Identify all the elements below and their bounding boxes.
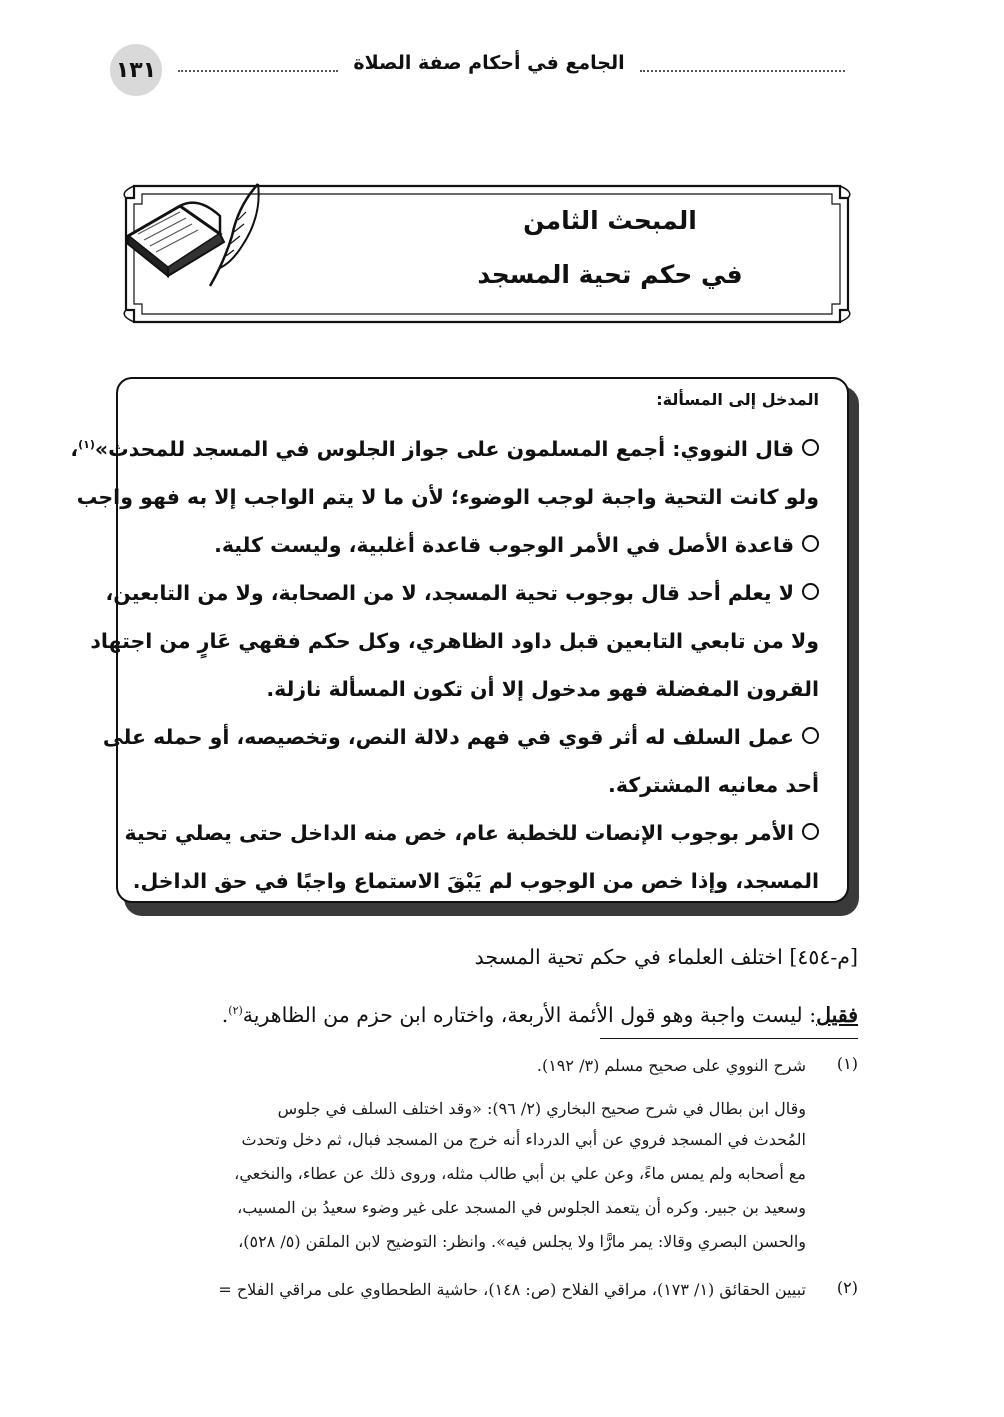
body-paragraph-issue: [م-٤٥٤] اختلف العلماء في حكم تحية المسجد (474, 945, 858, 969)
body-paragraph-first-opinion: فقيل: ليست واجبة وهو قول الأئمة الأربعة، واختاره ابن حزم من الظاهرية$^{(٢)}$. (221, 1002, 858, 1027)
intro-line: الأمر بوجوب الإنصات للخطبة عام، خص منه الداخل حتى يصلي تحية (130, 809, 819, 857)
intro-box (70, 377, 849, 903)
chapter-title: المبحث الثامن (523, 206, 697, 235)
footnote-text: مع أصحابه ولم يمس ماءً، وعن علي بن أبي طالب مثله، وروى ذلك عن عطاء، والنخعي، (234, 1164, 806, 1183)
footnote-text: تبيين الحقائق (١/ ١٧٣)، مراقي الفلاح (ص: ١٤٨)، حاشية الطحطاوي على مراقي الفلاح = (218, 1280, 806, 1299)
footnote-text: وسعيد بن جبير. وكره أن يتعمد الجلوس في المسجد على غير وضوء سعيدُ بن المسيب، (237, 1198, 806, 1217)
bullet-icon (802, 535, 819, 552)
book-title: الجامع في أحكام صفة الصلاة (353, 52, 625, 74)
footnote-text: والحسن البصري وقالا: يمر مارًّا ولا يجلس فيه». وانظر: التوضيح لابن الملقن (٥/ ٥٢٨)، (238, 1232, 806, 1251)
intro-heading: المدخل إلى المسألة: (656, 390, 819, 409)
footnote-text: شرح النووي على صحيح مسلم (٣/ ١٩٢). (536, 1056, 806, 1075)
footnote-separator (600, 1038, 858, 1039)
footnote-number: (٢) (836, 1278, 858, 1297)
intro-line: قاعدة الأصل في الأمر الوجوب قاعدة أغلبية، وليست كلية. (130, 521, 819, 569)
intro-line: ولا من تابعي التابعين قبل داود الظاهري، وكل حكم فقهي عَارٍ من اجتهاد (90, 628, 819, 653)
chapter-title-frame (120, 176, 854, 332)
intro-line: لا يعلم أحد قال بوجوب تحية المسجد، لا من الصحابة، ولا من التابعين، (130, 569, 819, 617)
book-and-quill-icon (120, 176, 270, 296)
header-dotted-leader-left (178, 58, 338, 72)
intro-line: عمل السلف له أثر قوي في فهم دلالة النص، وتخصيصه، أو حمله على (130, 713, 819, 761)
bullet-icon (802, 727, 819, 744)
bullet-icon (802, 823, 819, 840)
footnote-number: (١) (836, 1054, 858, 1073)
intro-line: قال النووي: أجمع المسلمون على جواز الجلوس في المسجد للمحدث»$^{(١)}$، (130, 421, 819, 473)
intro-line: المسجد، وإذا خص من الوجوب لم يَبْقَ الاستماع واجبًا في حق الداخل. (132, 868, 819, 893)
footnote-text: المُحدث في المسجد فروي عن أبي الدرداء أنه خرج من المسجد فبال، ثم دخل وتحدث (241, 1130, 806, 1149)
chapter-subtitle: في حكم تحية المسجد (477, 260, 743, 289)
footnote-text: وقال ابن بطال في شرح صحيح البخاري (٢/ ٩٦): «وقد اختلف السلف في جلوس (277, 1099, 806, 1118)
intro-line: ولو كانت التحية واجبة لوجب الوضوء؛ لأن ما لا يتم الواجب إلا به فهو واجب (76, 484, 819, 509)
intro-line: أحد معانيه المشتركة. (608, 772, 819, 797)
intro-line: القرون المفضلة فهو مدخول إلا أن تكون المسألة نازلة. (266, 676, 819, 701)
page-number: ١٣١ (110, 44, 162, 96)
opinion-label: فقيل (816, 1002, 858, 1027)
bullet-icon (802, 439, 819, 456)
header-dotted-leader-right (640, 58, 845, 72)
bullet-icon (802, 583, 819, 600)
